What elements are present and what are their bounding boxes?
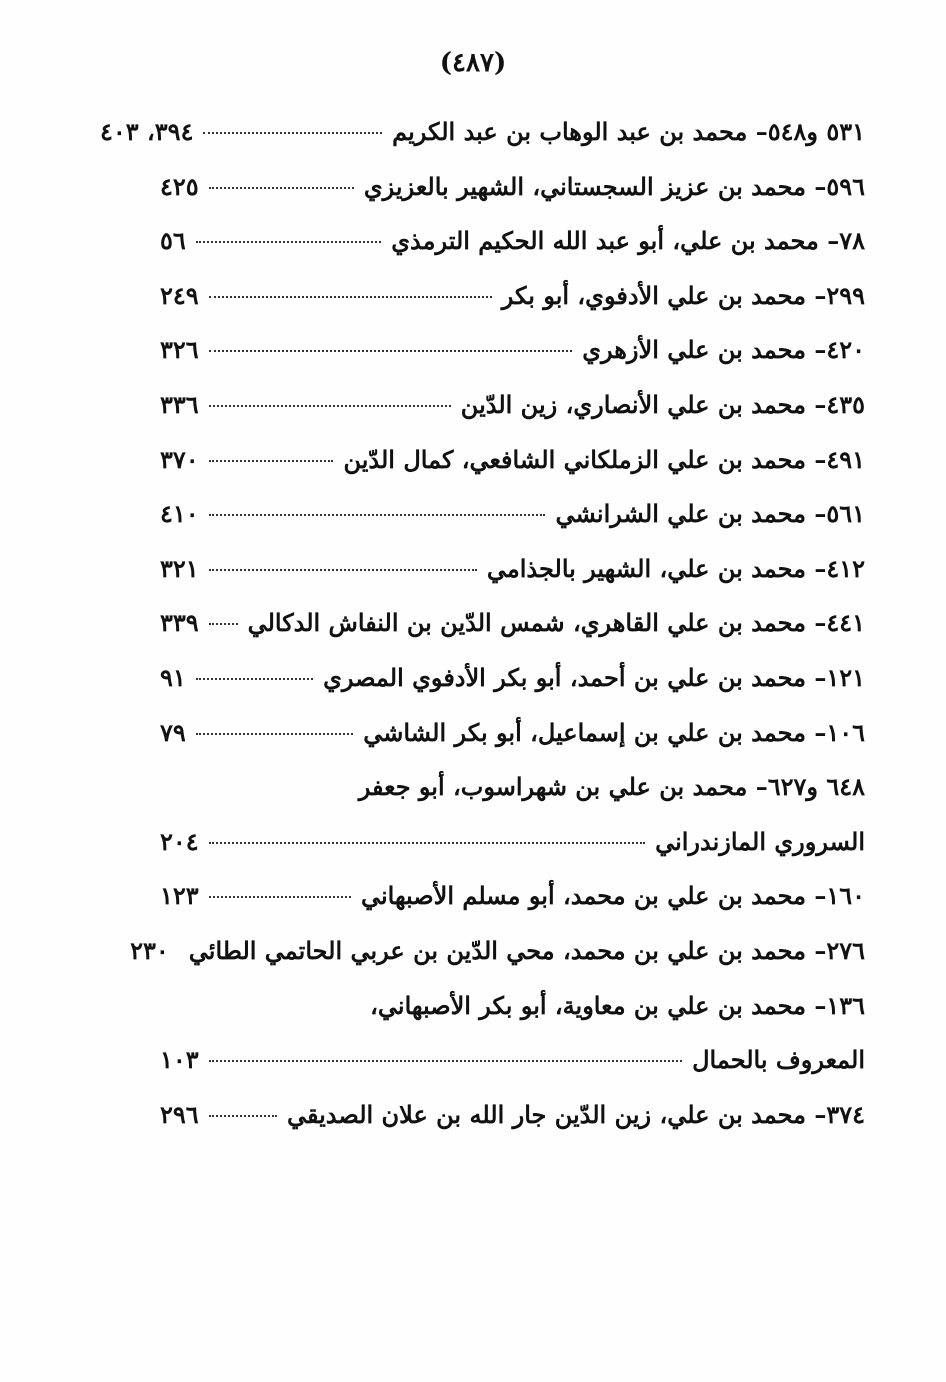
dot-leader: [209, 405, 451, 407]
index-entry: [160, 487, 865, 542]
entry-text: ٥٩٦– محمد بن عزيز السجستاني، الشهير بالعزيزي: [363, 171, 865, 201]
index-entry: [160, 596, 865, 651]
entry-page-ref: ٩١: [160, 662, 186, 692]
index-entry: [160, 760, 865, 815]
entry-text: ٤١٢– محمد بن علي، الشهير بالجذامي: [486, 553, 865, 583]
entry-text: ٢٧٦– محمد بن علي بن محمد، محي الدّين بن عربي الحاتمي الطائي: [188, 935, 865, 965]
entry-page-ref: ٤١٠: [160, 499, 199, 529]
entry-text: ٤٢٠– محمد بن علي الأزهري: [582, 335, 865, 365]
dot-leader: [209, 514, 546, 516]
entry-page-ref: ٥٦: [160, 226, 186, 256]
entry-text: ٦٤٨ و٦٢٧– محمد بن علي بن شهراسوب، أبو جعفر: [358, 772, 865, 802]
entry-text: ٤٤١– محمد بن علي القاهري، شمس الدّين بن النفاش الدكالي: [247, 608, 865, 638]
index-entry: [160, 542, 865, 597]
index-entry: [160, 869, 865, 924]
index-entry: [160, 160, 865, 215]
entry-page-ref: ٣٢١: [160, 553, 199, 583]
entry-text: ٣٧٤– محمد بن علي، زين الدّين جار الله بن علان الصديقي: [286, 1099, 865, 1129]
index-entry: [160, 979, 865, 1034]
index-entry: [160, 1088, 865, 1143]
index-entry: [130, 924, 865, 979]
entry-text: المعروف بالحمال: [692, 1045, 865, 1075]
dot-leader: [196, 241, 381, 243]
dot-leader: [209, 296, 492, 298]
dot-leader: [209, 842, 645, 844]
dot-leader: [209, 350, 573, 352]
entry-text: ١٣٦– محمد بن علي بن معاوية، أبو بكر الأصبهاني،: [370, 990, 865, 1020]
entry-page-ref: ٣٣٦: [160, 389, 199, 419]
entry-page-ref: ٢٣٠: [130, 935, 169, 965]
entry-text: السروري المازندراني: [655, 826, 865, 856]
index-entry: [160, 651, 865, 706]
entry-text: ٤٩١– محمد بن علي الزملكاني الشافعي، كمال الدّين: [343, 444, 865, 474]
entry-page-ref: ٢٤٩: [160, 280, 199, 310]
dot-leader: [196, 678, 313, 680]
index-entry: [160, 433, 865, 488]
entry-page-ref: ١٠٣: [160, 1045, 199, 1075]
dot-leader: [209, 623, 238, 625]
index-list: [100, 105, 865, 1142]
dot-leader: [209, 569, 477, 571]
index-entry: [160, 706, 865, 761]
index-entry: [160, 1033, 865, 1088]
dot-leader: [196, 733, 354, 735]
dot-leader: [209, 1115, 277, 1117]
dot-leader: [203, 132, 382, 134]
index-entry: [160, 815, 865, 870]
index-entry: [160, 269, 865, 324]
entry-page-ref: ١٢٣: [160, 881, 199, 911]
entry-page-ref: ٣٣٩: [160, 608, 199, 638]
entry-page-ref: ٤٢٥: [160, 171, 199, 201]
entry-page-ref: ٧٩: [160, 717, 186, 747]
index-entry: [160, 214, 865, 269]
entry-text: ١٠٦– محمد بن علي بن إسماعيل، أبو بكر الشاشي: [363, 717, 865, 747]
entry-page-ref: ٣٧٠: [160, 444, 199, 474]
dot-leader: [209, 896, 351, 898]
dot-leader: [209, 187, 354, 189]
entry-page-ref: ٢٠٤: [160, 826, 199, 856]
entry-text: ٥٣١ و٥٤٨– محمد بن عبد الوهاب بن عبد الكريم: [392, 117, 865, 146]
entry-text: ١٢١– محمد بن علي بن أحمد، أبو بكر الأدفوي المصري: [323, 662, 865, 692]
entry-text: ١٦٠– محمد بن علي بن محمد، أبو مسلم الأصبهاني: [360, 881, 865, 911]
index-entry: [100, 105, 865, 160]
index-entry: [160, 378, 865, 433]
entry-text: ٥٦١– محمد بن علي الشرانشي: [555, 499, 865, 529]
index-entry: [160, 323, 865, 378]
entry-text: ٢٩٩– محمد بن علي الأدفوي، أبو بكر: [501, 280, 865, 310]
entry-page-ref: ٣٩٤، ٤٠٣: [100, 117, 194, 146]
entry-page-ref: ٣٢٦: [160, 335, 199, 365]
page-number: (٤٨٧): [439, 48, 507, 78]
dot-leader: [209, 460, 334, 462]
dot-leader: [209, 1060, 682, 1062]
entry-text: ٤٣٥– محمد بن علي الأنصاري، زين الدّين: [460, 389, 865, 419]
entry-page-ref: ٢٩٦: [160, 1099, 199, 1129]
entry-text: ٧٨– محمد بن علي، أبو عبد الله الحكيم الترمذي: [391, 226, 865, 256]
